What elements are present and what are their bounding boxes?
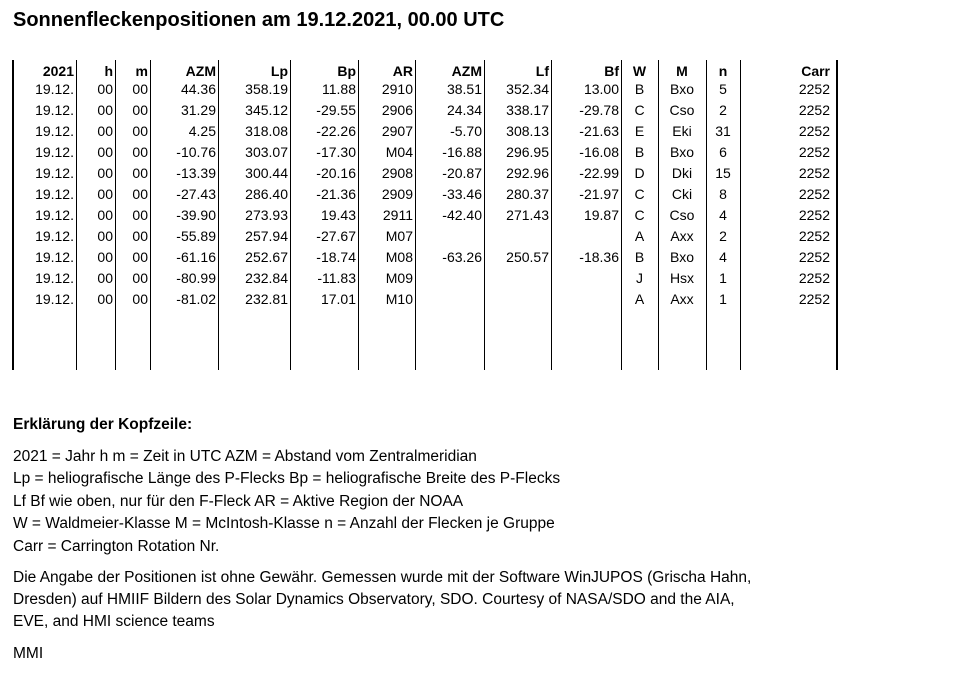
cell-carrington: 2252 xyxy=(798,270,830,286)
cell-hour: 00 xyxy=(97,249,113,265)
cell-bp: -27.67 xyxy=(316,228,356,244)
cell-bf: -16.08 xyxy=(579,144,619,160)
cell-bp: -18.74 xyxy=(316,249,356,265)
header-azm-f: AZM xyxy=(451,63,482,79)
cell-azm-p: -10.76 xyxy=(176,144,216,160)
cell-azm-f: -63.26 xyxy=(442,249,482,265)
cell-lp: 286.40 xyxy=(245,186,288,202)
cell-carrington: 2252 xyxy=(798,144,830,160)
cell-ar: 2909 xyxy=(381,186,413,202)
cell-azm-p: -13.39 xyxy=(176,165,216,181)
cell-year-date: 19.12. xyxy=(35,81,74,97)
cell-waldmeier: A xyxy=(634,291,645,307)
cell-bp: -29.55 xyxy=(316,102,356,118)
cell-minute: 00 xyxy=(132,270,148,286)
cell-minute: 00 xyxy=(132,249,148,265)
cell-azm-p: 44.36 xyxy=(180,81,216,97)
table-row xyxy=(0,79,979,100)
cell-hour: 00 xyxy=(97,144,113,160)
cell-lf: 271.43 xyxy=(506,207,549,223)
cell-bf: 19.87 xyxy=(583,207,619,223)
cell-carrington: 2252 xyxy=(798,207,830,223)
sunspot-table xyxy=(0,60,979,372)
cell-bf: -21.97 xyxy=(579,186,619,202)
cell-ar: 2911 xyxy=(382,207,413,223)
cell-lp: 303.07 xyxy=(245,144,288,160)
cell-azm-f: 24.34 xyxy=(446,102,482,118)
cell-count: 6 xyxy=(719,144,727,160)
disclaimer-line: EVE, and HMI science teams xyxy=(13,613,215,630)
cell-count: 1 xyxy=(719,270,727,286)
header-year-date: 2021 xyxy=(42,63,74,79)
cell-carrington: 2252 xyxy=(798,186,830,202)
cell-bp: 17.01 xyxy=(320,291,356,307)
cell-carrington: 2252 xyxy=(798,228,830,244)
disclaimer-line: Dresden) auf HMIIF Bildern des Solar Dynamics Observatory, SDO. Courtesy of NASA/SDO and the AIA, xyxy=(13,591,735,608)
disclaimer-line: Die Angabe der Positionen ist ohne Gewähr. Gemessen wurde mit der Software WinJUPOS (Grischa Hahn, xyxy=(13,569,752,586)
cell-count: 31 xyxy=(715,123,731,139)
cell-minute: 00 xyxy=(132,144,148,160)
cell-waldmeier: J xyxy=(636,270,643,286)
cell-bp: -20.16 xyxy=(316,165,356,181)
cell-minute: 00 xyxy=(132,102,148,118)
cell-bp: 11.88 xyxy=(322,81,356,97)
cell-mcintosh: Bxo xyxy=(669,144,695,160)
disclaimer xyxy=(13,567,979,633)
cell-bp: -22.26 xyxy=(316,123,356,139)
cell-minute: 00 xyxy=(132,207,148,223)
cell-year-date: 19.12. xyxy=(35,165,74,181)
explanation-line: Lf Bf wie oben, nur für den F-Fleck AR = Aktive Region der NOAA xyxy=(13,492,464,510)
cell-ar: M10 xyxy=(385,291,413,307)
cell-mcintosh: Hsx xyxy=(669,270,695,286)
cell-ar: 2910 xyxy=(381,81,413,97)
explanation-line: W = Waldmeier-Klasse M = McIntosh-Klasse n = Anzahl der Flecken je Gruppe xyxy=(13,515,555,532)
cell-hour: 00 xyxy=(97,186,113,202)
table-row xyxy=(0,268,979,289)
cell-ar: M07 xyxy=(385,228,413,244)
table-row xyxy=(0,226,979,247)
cell-count: 1 xyxy=(719,291,727,307)
cell-azm-p: -55.89 xyxy=(176,228,216,244)
cell-waldmeier: C xyxy=(634,207,645,223)
cell-bf: -22.99 xyxy=(579,165,619,181)
header-lf: Lf xyxy=(535,63,549,79)
cell-mcintosh: Bxo xyxy=(669,81,695,97)
cell-waldmeier: B xyxy=(634,81,645,97)
cell-ar: 2908 xyxy=(381,165,413,181)
cell-mcintosh: Axx xyxy=(670,291,694,307)
cell-lp: 273.93 xyxy=(245,207,288,223)
table-row xyxy=(0,289,979,310)
cell-year-date: 19.12. xyxy=(35,270,74,286)
cell-azm-f: 38.51 xyxy=(446,81,482,97)
cell-azm-p: -81.02 xyxy=(176,291,216,307)
cell-year-date: 19.12. xyxy=(35,207,74,223)
cell-year-date: 19.12. xyxy=(35,186,74,202)
cell-waldmeier: B xyxy=(634,249,645,265)
cell-year-date: 19.12. xyxy=(35,102,74,118)
cell-carrington: 2252 xyxy=(798,249,830,265)
cell-count: 4 xyxy=(719,207,727,223)
cell-lf: 292.96 xyxy=(506,165,549,181)
table-row xyxy=(0,205,979,226)
header-bf: Bf xyxy=(604,63,619,79)
cell-minute: 00 xyxy=(132,186,148,202)
cell-waldmeier: C xyxy=(634,102,645,118)
cell-carrington: 2252 xyxy=(798,123,830,139)
cell-azm-p: -39.90 xyxy=(176,207,216,223)
cell-bp: -21.36 xyxy=(316,186,356,202)
table-row xyxy=(0,184,979,205)
cell-count: 2 xyxy=(719,102,727,118)
cell-lf: 338.17 xyxy=(506,102,549,118)
cell-hour: 00 xyxy=(97,165,113,181)
cell-lp: 358.19 xyxy=(245,81,288,97)
cell-lp: 252.67 xyxy=(245,249,288,265)
cell-ar: 2907 xyxy=(381,123,413,139)
cell-hour: 00 xyxy=(97,81,113,97)
explanation-line: 2021 = Jahr h m = Zeit in UTC AZM = Abstand vom Zentralmeridian xyxy=(13,447,477,465)
cell-waldmeier: B xyxy=(634,144,645,160)
cell-year-date: 19.12. xyxy=(35,249,74,265)
cell-minute: 00 xyxy=(132,165,148,181)
cell-carrington: 2252 xyxy=(798,102,830,118)
cell-year-date: 19.12. xyxy=(35,144,74,160)
table-row xyxy=(0,142,979,163)
page-title: Sonnenfleckenpositionen am 19.12.2021, 00.00 UTC xyxy=(13,9,505,31)
cell-year-date: 19.12. xyxy=(35,228,74,244)
cell-minute: 00 xyxy=(132,228,148,244)
cell-waldmeier: A xyxy=(634,228,645,244)
cell-azm-f: -42.40 xyxy=(442,207,482,223)
cell-mcintosh: Cso xyxy=(669,102,695,118)
explanation-line: Carr = Carrington Rotation Nr. xyxy=(13,537,220,555)
cell-count: 4 xyxy=(719,249,727,265)
header-count: n xyxy=(718,63,728,79)
cell-bf: -18.36 xyxy=(579,249,619,265)
cell-lp: 300.44 xyxy=(245,165,288,181)
cell-lp: 345.12 xyxy=(245,102,288,118)
cell-mcintosh: Eki xyxy=(672,123,692,139)
table-row xyxy=(0,100,979,121)
header-lp: Lp xyxy=(270,63,288,79)
header-minute: m xyxy=(135,63,148,79)
cell-mcintosh: Bxo xyxy=(669,249,695,265)
cell-bf: 13.00 xyxy=(583,81,619,97)
cell-hour: 00 xyxy=(97,123,113,139)
cell-lf: 296.95 xyxy=(506,144,549,160)
cell-hour: 00 xyxy=(97,270,113,286)
cell-ar: 2906 xyxy=(381,102,413,118)
cell-azm-f: -20.87 xyxy=(442,165,482,181)
cell-bf: -29.78 xyxy=(579,102,619,118)
cell-hour: 00 xyxy=(97,102,113,118)
cell-azm-f: -33.46 xyxy=(442,186,482,202)
cell-azm-p: -27.43 xyxy=(176,186,216,202)
cell-carrington: 2252 xyxy=(798,291,830,307)
cell-mcintosh: Dki xyxy=(671,165,693,181)
cell-bp: -17.30 xyxy=(316,144,356,160)
cell-lp: 232.81 xyxy=(245,291,288,307)
cell-azm-f: -5.70 xyxy=(450,123,482,139)
header-azm-p: AZM xyxy=(185,63,216,79)
header-carrington: Carr xyxy=(801,63,830,79)
cell-azm-p: -80.99 xyxy=(176,270,216,286)
cell-hour: 00 xyxy=(97,291,113,307)
cell-bp: 19.43 xyxy=(320,207,356,223)
cell-minute: 00 xyxy=(132,123,148,139)
cell-minute: 00 xyxy=(132,81,148,97)
cell-azm-p: -61.16 xyxy=(176,249,216,265)
header-bp: Bp xyxy=(337,63,356,79)
cell-lf: 250.57 xyxy=(506,249,549,265)
cell-azm-p: 31.29 xyxy=(180,102,216,118)
cell-year-date: 19.12. xyxy=(35,123,74,139)
header-explanation xyxy=(13,414,979,666)
table-row xyxy=(0,163,979,184)
cell-ar: M04 xyxy=(385,144,413,160)
cell-hour: 00 xyxy=(97,228,113,244)
cell-azm-p: 4.25 xyxy=(188,123,216,139)
cell-waldmeier: E xyxy=(634,123,645,139)
cell-year-date: 19.12. xyxy=(35,291,74,307)
cell-count: 5 xyxy=(719,81,727,97)
cell-ar: M09 xyxy=(385,270,413,286)
cell-count: 8 xyxy=(719,186,727,202)
cell-hour: 00 xyxy=(97,207,113,223)
cell-ar: M08 xyxy=(385,249,413,265)
cell-lp: 232.84 xyxy=(245,270,288,286)
header-waldmeier: W xyxy=(632,63,647,79)
cell-count: 15 xyxy=(715,165,731,181)
cell-waldmeier: D xyxy=(634,165,645,181)
cell-count: 2 xyxy=(719,228,727,244)
cell-lf: 280.37 xyxy=(506,186,549,202)
table-row xyxy=(0,247,979,268)
cell-mcintosh: Cso xyxy=(669,207,695,223)
cell-lf: 308.13 xyxy=(506,123,549,139)
cell-bp: -11.83 xyxy=(317,270,356,286)
header-hour: h xyxy=(104,63,113,79)
explanation-heading: Erklärung der Kopfzeile: xyxy=(13,416,193,433)
explanation-line: Lp = heliografische Länge des P-Flecks Bp = heliografische Breite des P-Flecks xyxy=(13,470,561,487)
cell-lp: 318.08 xyxy=(245,123,288,139)
cell-lf: 352.34 xyxy=(506,81,549,97)
cell-waldmeier: C xyxy=(634,186,645,202)
header-mcintosh: M xyxy=(676,63,688,79)
table-row xyxy=(0,121,979,142)
header-ar: AR xyxy=(392,63,413,79)
cell-carrington: 2252 xyxy=(798,165,830,181)
cell-mcintosh: Axx xyxy=(670,228,694,244)
cell-bf: -21.63 xyxy=(579,123,619,139)
signature: MMI xyxy=(13,645,44,662)
cell-minute: 00 xyxy=(132,291,148,307)
cell-mcintosh: Cki xyxy=(671,186,693,202)
cell-lp: 257.94 xyxy=(245,228,288,244)
cell-carrington: 2252 xyxy=(798,81,830,97)
cell-azm-f: -16.88 xyxy=(442,144,482,160)
